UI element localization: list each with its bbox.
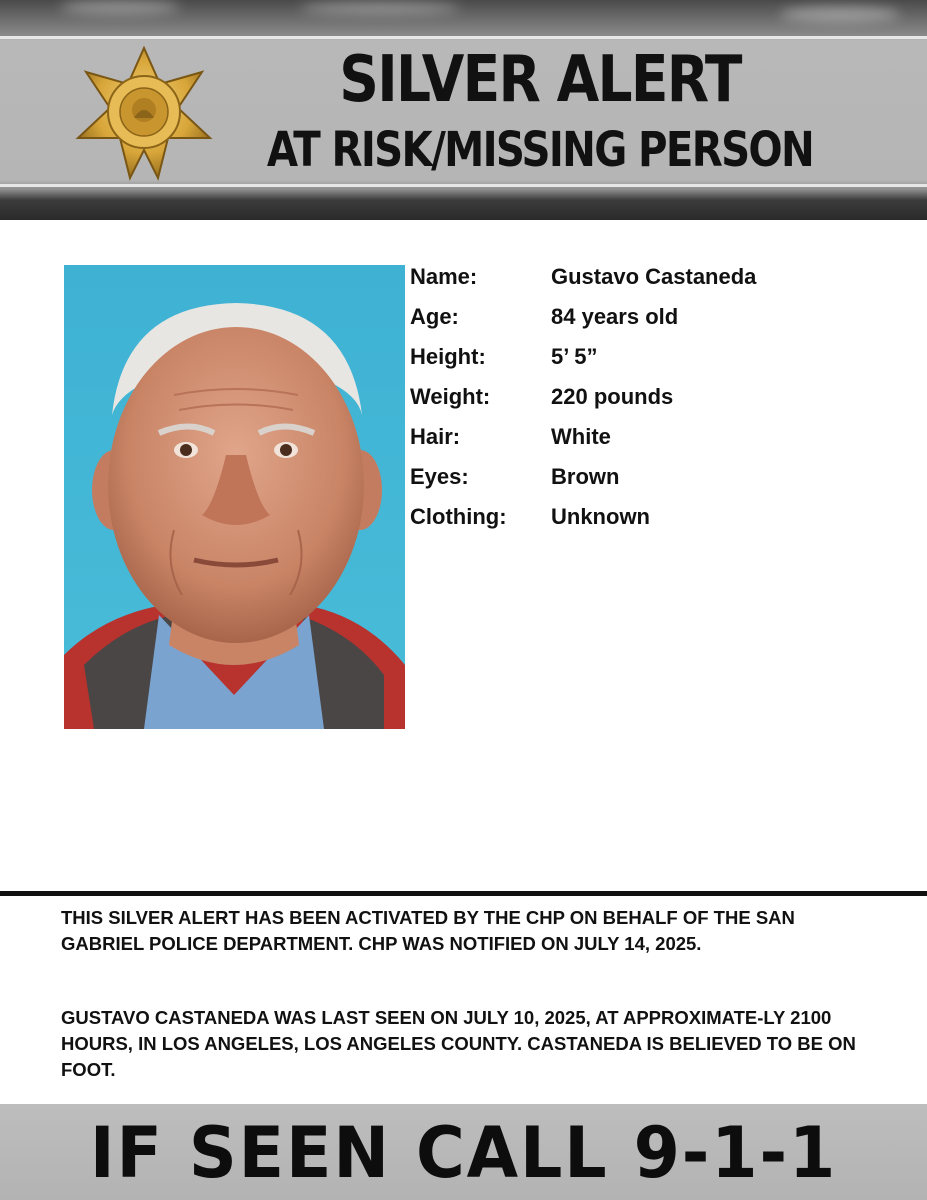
call-911-text: IF SEEN CALL 9-1-1	[89, 1112, 838, 1194]
detail-value: Gustavo Castaneda	[551, 264, 757, 289]
detail-label: Clothing:	[410, 504, 507, 529]
detail-label: Weight:	[410, 384, 491, 409]
activation-paragraph: THIS SILVER ALERT HAS BEEN ACTIVATED BY THE CHP ON BEHALF OF THE SAN GABRIEL POLICE DEPARTMENT. CHP WAS NOTIFIED ON JULY 14, 2025.	[61, 907, 795, 954]
detail-label: Eyes:	[410, 464, 469, 489]
detail-value: Unknown	[551, 504, 650, 529]
detail-value: 220 pounds	[551, 384, 674, 409]
detail-label: Name:	[410, 264, 478, 289]
alert-header	[0, 0, 927, 220]
detail-value: Brown	[551, 464, 620, 489]
header-glow	[60, 0, 180, 14]
portrait-image	[64, 265, 405, 729]
page-subtitle: AT RISK/MISSING PERSON	[266, 122, 814, 178]
detail-label: Height:	[410, 344, 486, 369]
detail-value: 84 years old	[551, 304, 679, 329]
detail-value: 5’ 5”	[551, 344, 598, 369]
detail-label: Hair:	[410, 424, 461, 449]
header-stripe	[0, 184, 927, 187]
last-seen-paragraph: GUSTAVO CASTANEDA WAS LAST SEEN ON JULY 10, 2025, AT APPROXIMATE-LY 2100 HOURS, IN LOS ANGELES, LOS ANGELES COUNTY. CASTANEDA IS BELIEVED TO BE ON FOOT.	[61, 1007, 856, 1080]
header-glow	[780, 6, 900, 22]
detail-label: Age:	[410, 304, 459, 329]
detail-value: White	[551, 424, 611, 449]
chp-star-badge-icon	[74, 46, 214, 182]
header-glow	[300, 2, 460, 14]
header-stripe	[0, 36, 927, 39]
section-divider	[0, 891, 927, 896]
call-to-action-banner	[0, 1104, 927, 1200]
page-title: SILVER ALERT	[339, 43, 741, 117]
missing-person-photo	[64, 265, 405, 729]
